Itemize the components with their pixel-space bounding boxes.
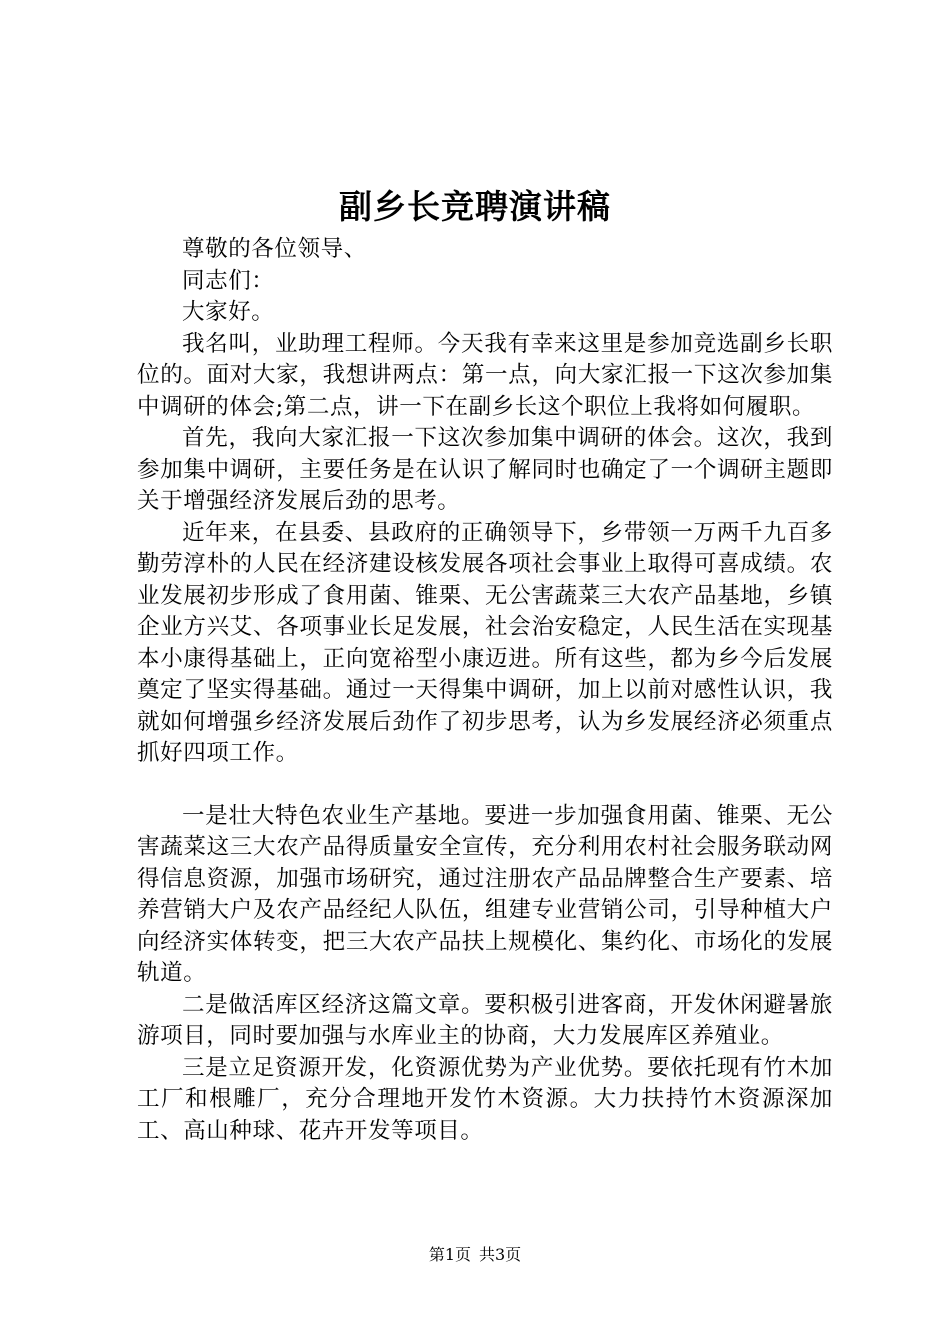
page-number: 第1页 [428,1245,471,1264]
document-body [137,234,833,1147]
page-total: 共3页 [479,1245,522,1264]
salutation-comrades: 同志们： [182,267,275,294]
paragraph-recent-years: 近年来，在县委、县政府的正确领导下，乡带领一万两千九百多勤劳淳朴的人民在经济建设核发展各项社会事业上取得可喜成绩。农业发展初步形成了食用菌、锥栗、无公害蔬菜三大农产品基地，乡镇企业方兴艾、各项事业长足发展，社会治安稳定，人民生活在实现基本小康得基础上，正向宽裕型小康迈进。所有这些，都为乡今后发展奠定了坚实得基础。通过一天得集中调研，加上以前对感性认识，我就如何增强乡经济发展后劲作了初步思考，认为乡发展经济必须重点抓好四项工作。 [137,519,833,766]
paragraph-point-one: 一是壮大特色农业生产基地。要进一步加强食用菌、锥栗、无公害蔬菜这三大农产品得质量安全宣传，充分利用农村社会服务联动网得信息资源，加强市场研究，通过注册农产品品牌整合生产要素、培养营销大户及农产品经纪人队伍，组建专业营销公司，引导种植大户向经济实体转变，把三大农产品扶上规模化、集约化、市场化的发展轨道。 [137,802,833,986]
salutation-leaders: 尊敬的各位领导、 [182,236,367,262]
page-footer [0,1244,950,1266]
document-title: 副乡长竞聘演讲稿 [339,187,611,226]
paragraph-spacer [137,770,833,801]
paragraph-point-two: 二是做活库区经济这篇文章。要积极引进客商，开发休闲避暑旅游项目，同时要加强与水库业主的协商，大力发展库区养殖业。 [137,991,833,1049]
paragraph-research-report: 首先，我向大家汇报一下这次参加集中调研的体会。这次，我到参加集中调研，主要任务是在认识了解同时也确定了一个调研主题即关于增强经济发展后劲的思考。 [137,425,833,514]
paragraph-point-three: 三是立足资源开发，化资源优势为产业优势。要依托现有竹木加工厂和根雕厂，充分合理地开发竹木资源。大力扶持竹木资源深加工、高山种球、花卉开发等项目。 [137,1054,833,1144]
paragraph-introduction: 我名叫，业助理工程师。今天我有幸来这里是参加竞选副乡长职位的。面对大家，我想讲两点：第一点，向大家汇报一下这次参加集中调研的体会;第二点，讲一下在副乡长这个职位上我将如何履职。 [137,330,833,420]
greeting: 大家好。 [182,299,275,325]
